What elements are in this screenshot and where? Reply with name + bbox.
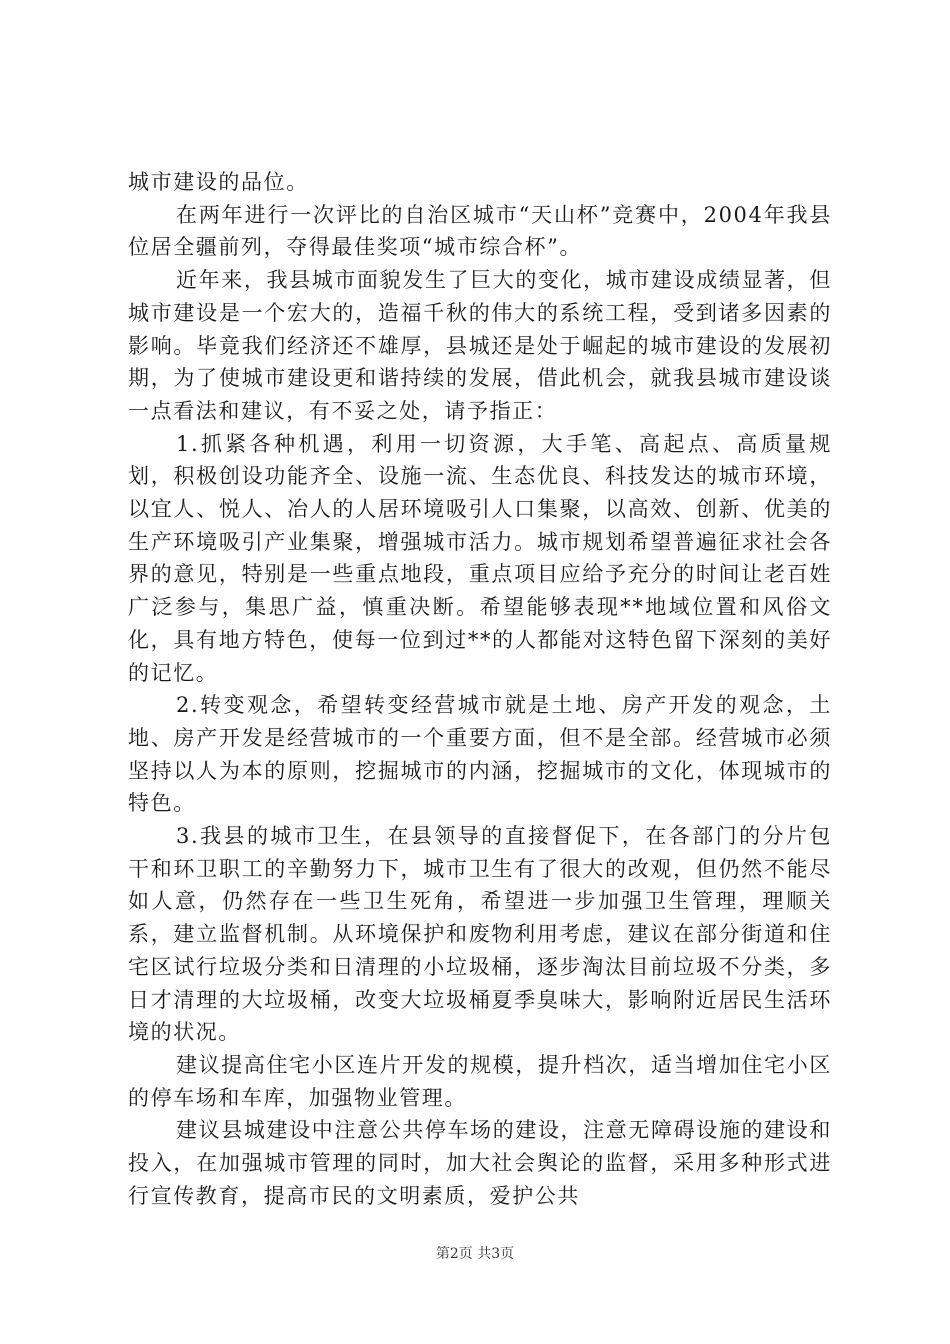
paragraph-1: 城市建设的品位。 [128,170,309,194]
paragraph-4: 1.抓紧各种机遇，利用一切资源，大手笔、高起点、高质量规划，积极创设功能齐全、设施一流、生态优良、科技发达的城市环境，以宜人、悦人、冶人的人居环境吸引人口集聚，以高效、创新、优美的生产环境吸引产业集聚，增强城市活力。城市规划希望普遍征求社会各界的意见，特别是一些重点地段，重点项目应给予充分的时间让老百姓广泛参与，集思广益，慎重决断。希望能够表现**地域位置和风俗文化，具有地方特色，使每一位到过**的人都能对这特色留下深刻的美好的记忆。 [128,431,832,685]
paragraph-3: 近年来，我县城市面貌发生了巨大的变化，城市建设成绩显著，但城市建设是一个宏大的，造福千秋的伟大的系统工程，受到诸多因素的影响。毕竟我们经济还不雄厚，县城还是处于崛起的城市建设的发展初期，为了使城市建设更和谐持续的发展，借此机会，就我县城市建设谈一点看法和建议，有不妥之处，请予指正： [128,268,832,423]
paragraph-7: 建议提高住宅小区连片开发的规模，提升档次，适当增加住宅小区的停车场和车库，加强物业管理。 [128,1052,832,1110]
paragraph-8: 建议县城建设中注意公共停车场的建设，注意无障碍设施的建设和投入，在加强城市管理的同时，加大社会舆论的监督，采用多种形式进行宣传教育，提高市民的文明素质，爱护公共 [128,1118,832,1208]
paragraph-2: 在两年进行一次评比的自治区城市“天山杯”竞赛中，2004年我县位居全疆前列，夺得最佳奖项“城市综合杯”。 [128,202,832,260]
paragraph-6: 3.我县的城市卫生，在县领导的直接督促下，在各部门的分片包干和环卫职工的辛勤努力下，城市卫生有了很大的改观，但仍然不能尽如人意，仍然存在一些卫生死角，希望进一步加强卫生管理，理顺关系，建立监督机制。从环境保护和废物利用考虑，建议在部分街道和住宅区试行垃圾分类和日清理的小垃圾桶，逐步淘汰目前垃圾不分类，多日才清理的大垃圾桶，改变大垃圾桶夏季臭味大，影响附近居民生活环境的状况。 [128,824,832,1045]
page-footer: 第2页 共3页 [435,1246,515,1262]
paragraph-5: 2.转变观念，希望转变经营城市就是土地、房产开发的观念，土地、房产开发是经营城市的一个重要方面，但不是全部。经营城市必须坚持以人为本的原则，挖掘城市的内涵，挖掘城市的文化，体现城市的特色。 [128,693,832,816]
document-body [128,166,832,1213]
